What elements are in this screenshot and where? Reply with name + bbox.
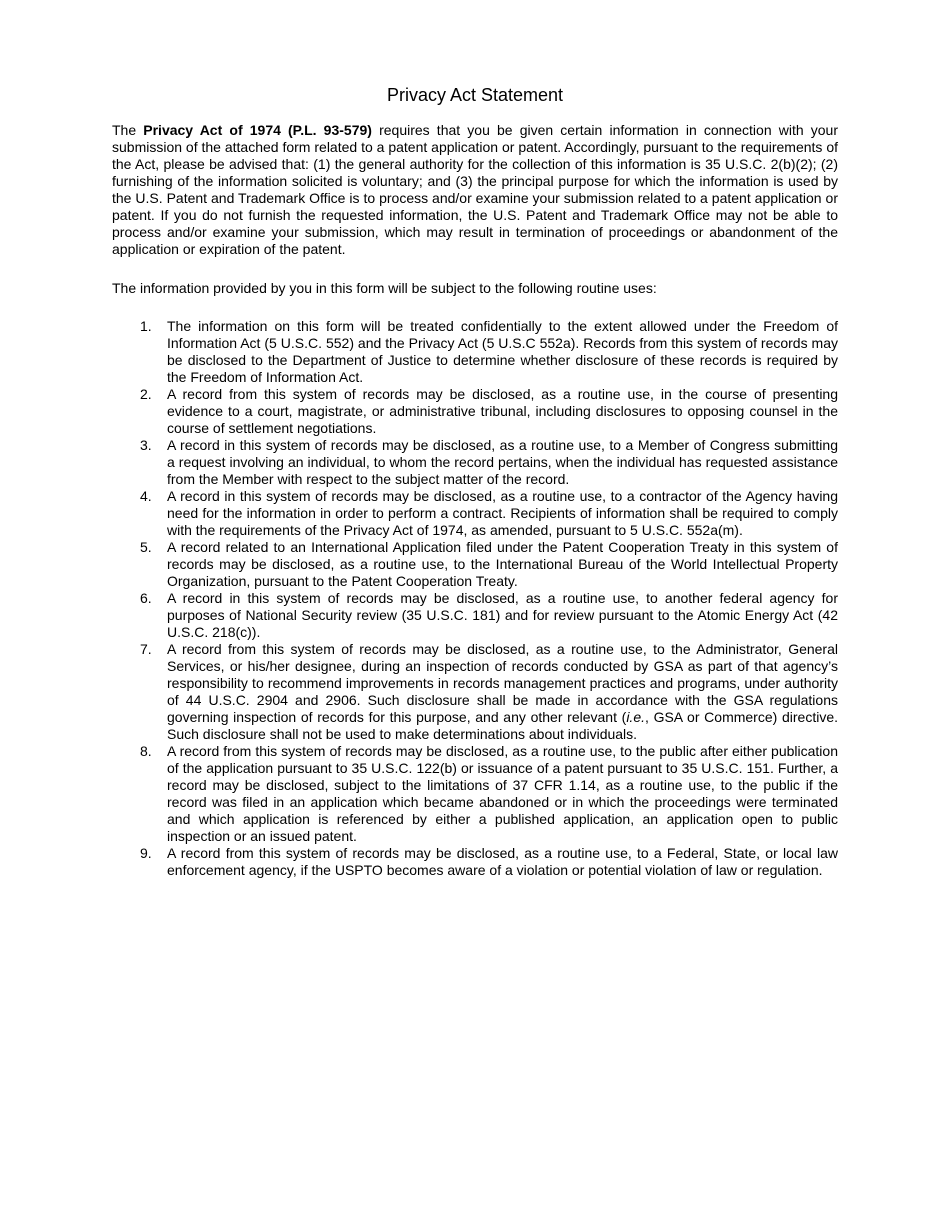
item-text-after: , GSA or Commerce) directive. Such disclosure shall not be used to make determinations about individuals. bbox=[167, 709, 838, 742]
routine-uses-intro: The information provided by you in this form will be subject to the following routine uses: bbox=[112, 280, 657, 296]
document-page bbox=[112, 0, 838, 879]
item-text: A record in this system of records may be disclosed, as a routine use, to a Member of Congress submitting a request involving an individual, to whom the record pertains, when the individual has requested assistance from the Member with respect to the subject matter of the record. bbox=[167, 437, 838, 487]
routine-use-item bbox=[112, 386, 838, 437]
item-text: A record in this system of records may be disclosed, as a routine use, to another federal agency for purposes of National Security review (35 U.S.C. 181) and for review pursuant to the Atomic Energy Act (42 U.S.C. 218(c)). bbox=[167, 590, 838, 640]
item-number: 5. bbox=[140, 539, 152, 555]
routine-use-item bbox=[112, 539, 838, 590]
routine-use-item bbox=[112, 437, 838, 488]
intro-paragraph bbox=[112, 122, 838, 258]
item-number: 8. bbox=[140, 743, 152, 759]
item-number: 4. bbox=[140, 488, 152, 504]
item-number: 1. bbox=[140, 318, 152, 334]
intro-body: requires that you be given certain information in connection with your submission of the attached form related to a patent application or patent. Accordingly, pursuant to the requirements of the Act, please be advised that: (1) the general authority for the collection of this information is 35 U.S.C. 2(b)(2); (2) furnishing of the information solicited is voluntary; and (3) the principal purpose for which the information is used by the U.S. Patent and Trademark Office is to process and/or examine your submission related to a patent application or patent. If you do not furnish the requested information, the U.S. Patent and Trademark Office may not be able to process and/or examine your submission, which may result in termination of proceedings or abandonment of the application or expiration of the patent. bbox=[112, 122, 839, 257]
item-number: 7. bbox=[140, 641, 152, 657]
item-number: 6. bbox=[140, 590, 152, 606]
item-number: 9. bbox=[140, 845, 152, 861]
act-name: Privacy Act of 1974 (P.L. 93-579) bbox=[143, 122, 372, 138]
routine-use-item bbox=[112, 743, 838, 845]
item-text-italic: i.e. bbox=[626, 709, 645, 725]
item-text: The information on this form will be treated confidentially to the extent allowed under the Freedom of Information Act (5 U.S.C. 552) and the Privacy Act (5 U.S.C 552a). Records from this system of records may be disclosed to the Department of Justice to determine whether disclosure of these records is required by the Freedom of Information Act. bbox=[167, 318, 838, 385]
routine-use-item bbox=[112, 318, 838, 386]
routine-use-item bbox=[112, 590, 838, 641]
item-text: A record from this system of records may be disclosed, as a routine use, to the public after either publication of the application pursuant to 35 U.S.C. 122(b) or issuance of a patent pursuant to 35 U.S.C. 151. Further, a record may be disclosed, subject to the limitations of 37 CFR 1.14, as a routine use, to the public if the record was filed in an application which became abandoned or in which the proceedings were terminated and which application is referenced by either a published application, an application open to public inspection or an issued patent. bbox=[167, 743, 838, 844]
page-title: Privacy Act Statement bbox=[386, 85, 564, 105]
item-number: 2. bbox=[140, 386, 152, 402]
routine-use-item bbox=[112, 641, 838, 743]
intro-lead: The bbox=[112, 122, 144, 138]
routine-uses-list bbox=[112, 318, 838, 879]
item-text: A record from this system of records may be disclosed, as a routine use, in the course of presenting evidence to a court, magistrate, or administrative tribunal, including disclosures to opposing counsel in the course of settlement negotiations. bbox=[167, 386, 838, 436]
item-number: 3. bbox=[140, 437, 152, 453]
item-text: A record related to an International Application filed under the Patent Cooperation Treaty in this system of records may be disclosed, as a routine use, to the International Bureau of the World Intellectual Property Organization, pursuant to the Patent Cooperation Treaty. bbox=[167, 539, 838, 589]
item-text: A record from this system of records may be disclosed, as a routine use, to a Federal, State, or local law enforcement agency, if the USPTO becomes aware of a violation or potential violation of law or regulation. bbox=[167, 845, 838, 878]
routine-use-item bbox=[112, 845, 838, 879]
routine-use-item bbox=[112, 488, 838, 539]
item-text-before: A record from this system of records may be disclosed, as a routine use, to the Administrator, General Services, or his/her designee, during an inspection of records conducted by GSA as part of that agency’s responsibility to recommend improvements in records management practices and programs, under authority of 44 U.S.C. 2904 and 2906. Such disclosure shall be made in accordance with the GSA regulations governing inspection of records for this purpose, and any other relevant ( bbox=[167, 641, 838, 725]
item-text: A record in this system of records may be disclosed, as a routine use, to a contractor of the Agency having need for the information in order to perform a contract. Recipients of information shall be required to comply with the requirements of the Privacy Act of 1974, as amended, pursuant to 5 U.S.C. 552a(m). bbox=[167, 488, 838, 538]
